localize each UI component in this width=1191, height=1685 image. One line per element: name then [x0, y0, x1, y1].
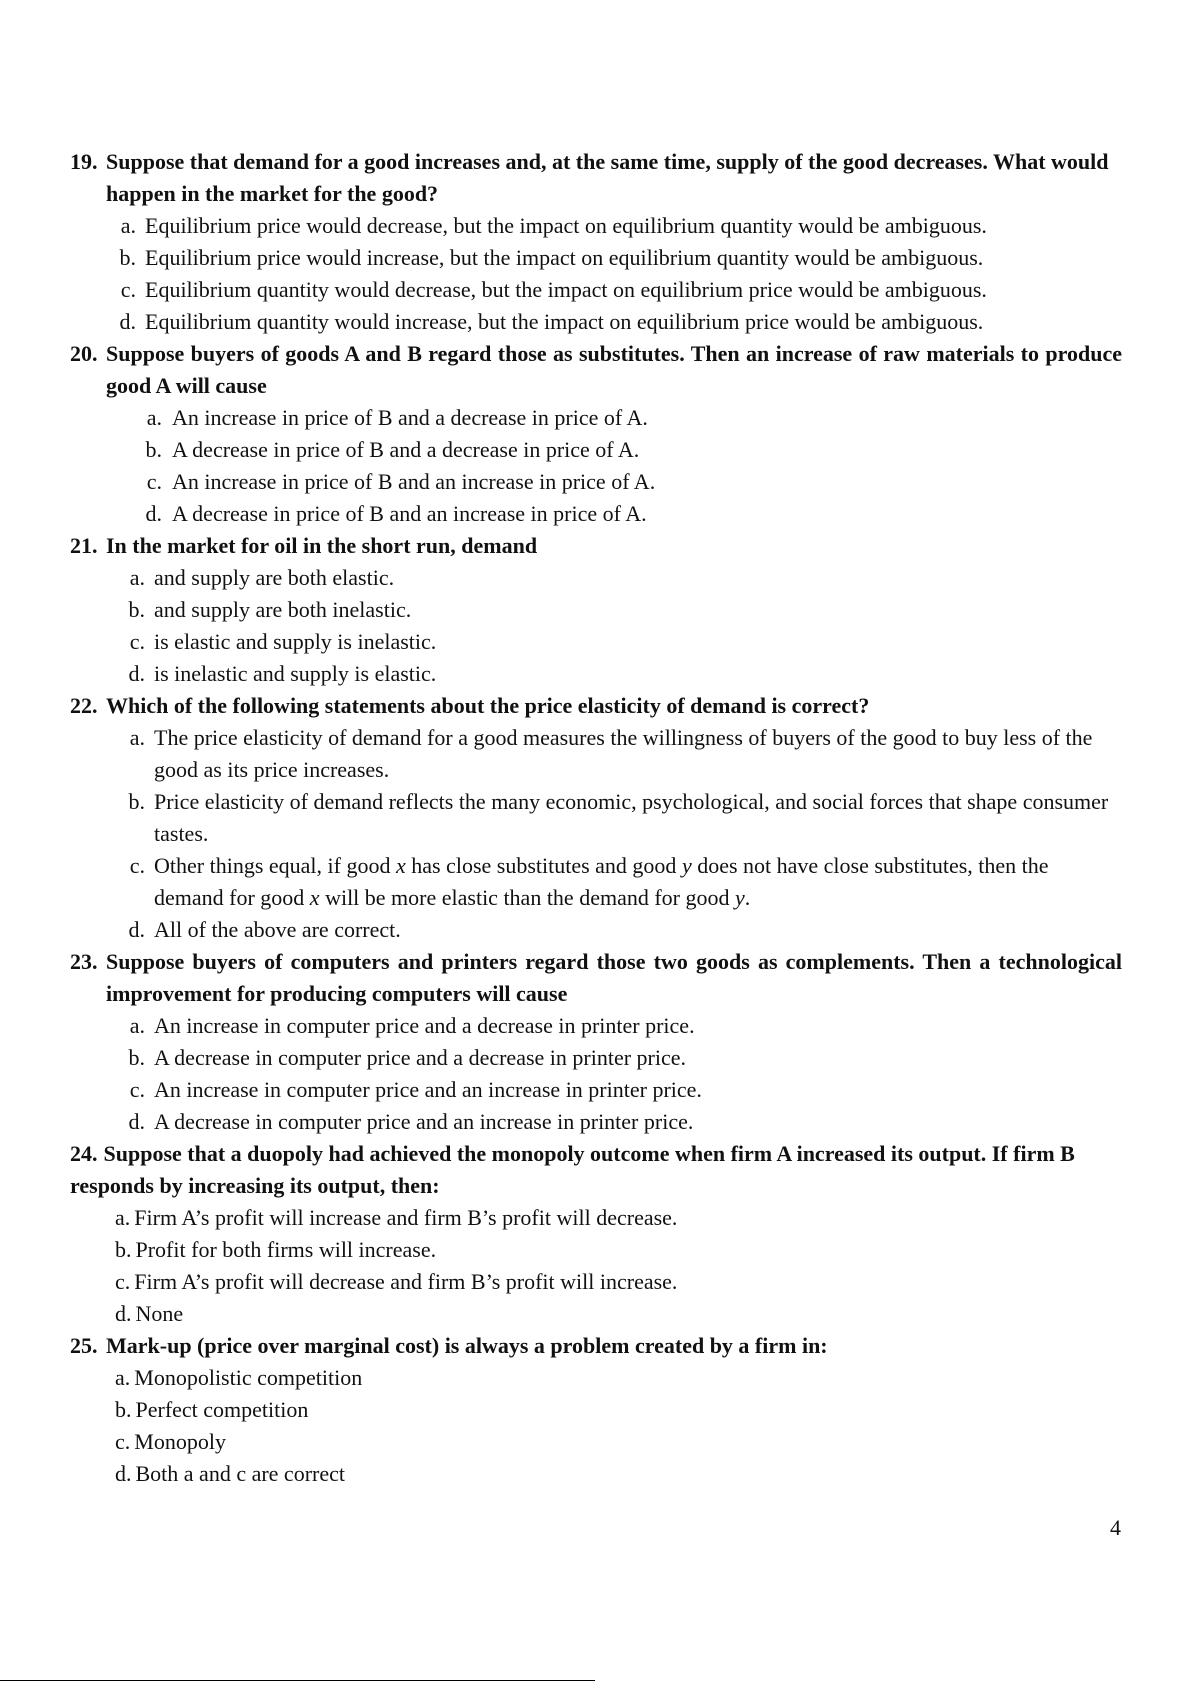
question-number: 20. — [70, 341, 98, 366]
question-stem — [70, 946, 1122, 1010]
option-label: b. — [128, 597, 145, 622]
option-a — [70, 1202, 1122, 1234]
question-stem — [70, 530, 1122, 562]
option-label: a. — [120, 213, 136, 238]
option-label: c. — [129, 629, 145, 654]
option-c — [70, 274, 1122, 306]
option-a — [70, 562, 1122, 594]
option-label: a. — [129, 725, 145, 750]
question-stem — [70, 690, 1122, 722]
option-text: None — [135, 1301, 184, 1326]
option-a — [70, 1362, 1122, 1394]
question-21 — [70, 530, 1122, 690]
variable-x: x — [395, 853, 406, 878]
question-20 — [70, 338, 1122, 530]
option-d — [70, 914, 1122, 946]
option-text: A decrease in computer price and a decrease in printer price. — [154, 1045, 687, 1070]
question-text: Suppose buyers of computers and printers regard those two goods as complements. Then a technological improvement for producing computers will cause — [106, 949, 1122, 1006]
option-d — [70, 1458, 1122, 1490]
question-text: Suppose buyers of goods A and B regard those as substitutes. Then an increase of raw materials to produce good A will cause — [106, 341, 1122, 398]
option-text: A decrease in computer price and an increase in printer price. — [154, 1109, 694, 1134]
option-a — [70, 722, 1122, 786]
option-text: Perfect competition — [135, 1397, 309, 1422]
option-text: Price elasticity of demand reflects the many economic, psychological, and social forces that shape consumer tastes. — [154, 789, 1109, 846]
option-b — [70, 1042, 1122, 1074]
option-label: a. — [115, 1205, 131, 1230]
question-number: 25. — [70, 1333, 98, 1358]
question-stem — [70, 146, 1122, 210]
question-23 — [70, 946, 1122, 1138]
option-label: d. — [145, 501, 162, 526]
option-d — [70, 1298, 1122, 1330]
option-list — [70, 1010, 1122, 1138]
option-a — [70, 210, 1122, 242]
option-b — [70, 242, 1122, 274]
option-text: An increase in price of B and an increase in price of A. — [172, 469, 656, 494]
option-list — [70, 402, 1122, 530]
variable-y: y — [735, 885, 745, 910]
option-b — [70, 594, 1122, 626]
question-22 — [70, 690, 1122, 946]
option-b — [70, 1234, 1122, 1266]
option-text: Equilibrium price would increase, but the impact on equilibrium quantity would be ambiguous. — [145, 245, 984, 270]
option-d — [70, 1106, 1122, 1138]
option-text: Profit for both firms will increase. — [135, 1237, 437, 1262]
option-text-part: does not have close substitutes, then the demand for good — [154, 853, 1049, 910]
option-text: Both a and c are correct — [135, 1461, 345, 1486]
option-text: Equilibrium quantity would decrease, but the impact on equilibrium price would be ambiguous. — [145, 277, 987, 302]
question-25 — [70, 1330, 1122, 1490]
option-list — [70, 722, 1122, 946]
question-text: Mark-up (price over marginal cost) is always a problem created by a firm in: — [106, 1333, 828, 1358]
option-text: Firm A’s profit will increase and firm B’s profit will decrease. — [134, 1205, 678, 1230]
option-text: is inelastic and supply is elastic. — [154, 661, 437, 686]
option-list — [70, 1202, 1122, 1330]
question-number: 22. — [70, 693, 98, 718]
option-list — [70, 1362, 1122, 1490]
option-d — [70, 658, 1122, 690]
option-text: All of the above are correct. — [154, 917, 401, 942]
option-text: and supply are both elastic. — [154, 565, 395, 590]
option-text: A decrease in price of B and an increase in price of A. — [172, 501, 647, 526]
option-list — [70, 562, 1122, 690]
option-label: a. — [146, 405, 162, 430]
option-label: b. — [128, 789, 145, 814]
variable-x: x — [309, 885, 320, 910]
question-text: Suppose that demand for a good increases and, at the same time, supply of the good decreases. What would happen in the market for the good? — [106, 149, 1109, 206]
option-d — [70, 306, 1122, 338]
option-text — [154, 853, 1049, 910]
option-label: c. — [146, 469, 162, 494]
option-text: Firm A’s profit will decrease and firm B’s profit will increase. — [134, 1269, 678, 1294]
question-stem — [70, 1330, 1122, 1362]
option-label: a. — [129, 1013, 145, 1038]
question-text: Which of the following statements about the price elasticity of demand is correct? — [106, 693, 870, 718]
option-label: c. — [120, 277, 136, 302]
question-24 — [70, 1138, 1122, 1330]
option-a — [70, 402, 1122, 434]
option-label: b. — [115, 1237, 132, 1262]
option-label: a. — [129, 565, 145, 590]
question-19 — [70, 146, 1122, 338]
option-label: d. — [115, 1301, 132, 1326]
option-text: An increase in computer price and an increase in printer price. — [154, 1077, 702, 1102]
option-label: c. — [115, 1269, 131, 1294]
option-c — [70, 1266, 1122, 1298]
option-c — [70, 1074, 1122, 1106]
question-stem — [70, 338, 1122, 402]
option-text: and supply are both inelastic. — [154, 597, 412, 622]
variable-y: y — [681, 853, 692, 878]
option-text-part: will be more elastic than the demand for good — [319, 885, 735, 910]
option-label: d. — [119, 309, 136, 334]
question-text: Suppose that a duopoly had achieved the monopoly outcome when firm A increased its output. If firm B responds by increasing its output, then: — [70, 1141, 1075, 1198]
option-c — [70, 850, 1122, 914]
option-text: The price elasticity of demand for a good measures the willingness of buyers of the good to buy less of the good as its price increases. — [154, 725, 1093, 782]
option-text-part: . — [744, 885, 751, 910]
option-label: b. — [115, 1397, 132, 1422]
option-c — [70, 626, 1122, 658]
option-label: d. — [128, 917, 145, 942]
option-label: d. — [115, 1461, 132, 1486]
option-label: d. — [128, 661, 145, 686]
option-label: c. — [115, 1429, 131, 1454]
option-text: A decrease in price of B and a decrease in price of A. — [172, 437, 640, 462]
question-list — [70, 146, 1122, 1490]
option-b — [70, 786, 1122, 850]
option-text: Monopolistic competition — [134, 1365, 363, 1390]
option-label: d. — [128, 1109, 145, 1134]
option-text: Equilibrium price would decrease, but the impact on equilibrium quantity would be ambiguous. — [145, 213, 987, 238]
page-number: 4 — [1110, 1515, 1121, 1540]
question-number: 24. — [70, 1141, 98, 1166]
option-text: is elastic and supply is inelastic. — [154, 629, 437, 654]
option-label: b. — [128, 1045, 145, 1070]
option-label: a. — [115, 1365, 131, 1390]
option-list — [70, 210, 1122, 338]
option-text: An increase in computer price and a decrease in printer price. — [154, 1013, 695, 1038]
option-b — [70, 1394, 1122, 1426]
option-label: c. — [129, 853, 145, 878]
question-number: 21. — [70, 533, 98, 558]
option-text-part: has close substitutes and good — [405, 853, 682, 878]
question-number: 23. — [70, 949, 98, 974]
option-d — [70, 498, 1122, 530]
option-text: Equilibrium quantity would increase, but the impact on equilibrium price would be ambiguous. — [145, 309, 984, 334]
option-c — [70, 466, 1122, 498]
footer-rule — [0, 1680, 595, 1681]
option-label: b. — [119, 245, 136, 270]
question-number: 19. — [70, 149, 98, 174]
option-label: b. — [145, 437, 162, 462]
option-label: c. — [129, 1077, 145, 1102]
option-text: An increase in price of B and a decrease in price of A. — [172, 405, 648, 430]
question-stem — [70, 1138, 1122, 1202]
option-b — [70, 434, 1122, 466]
option-text: Monopoly — [134, 1429, 226, 1454]
question-text: In the market for oil in the short run, demand — [106, 533, 538, 558]
option-a — [70, 1010, 1122, 1042]
option-text-part: Other things equal, if good — [154, 853, 396, 878]
option-c — [70, 1426, 1122, 1458]
